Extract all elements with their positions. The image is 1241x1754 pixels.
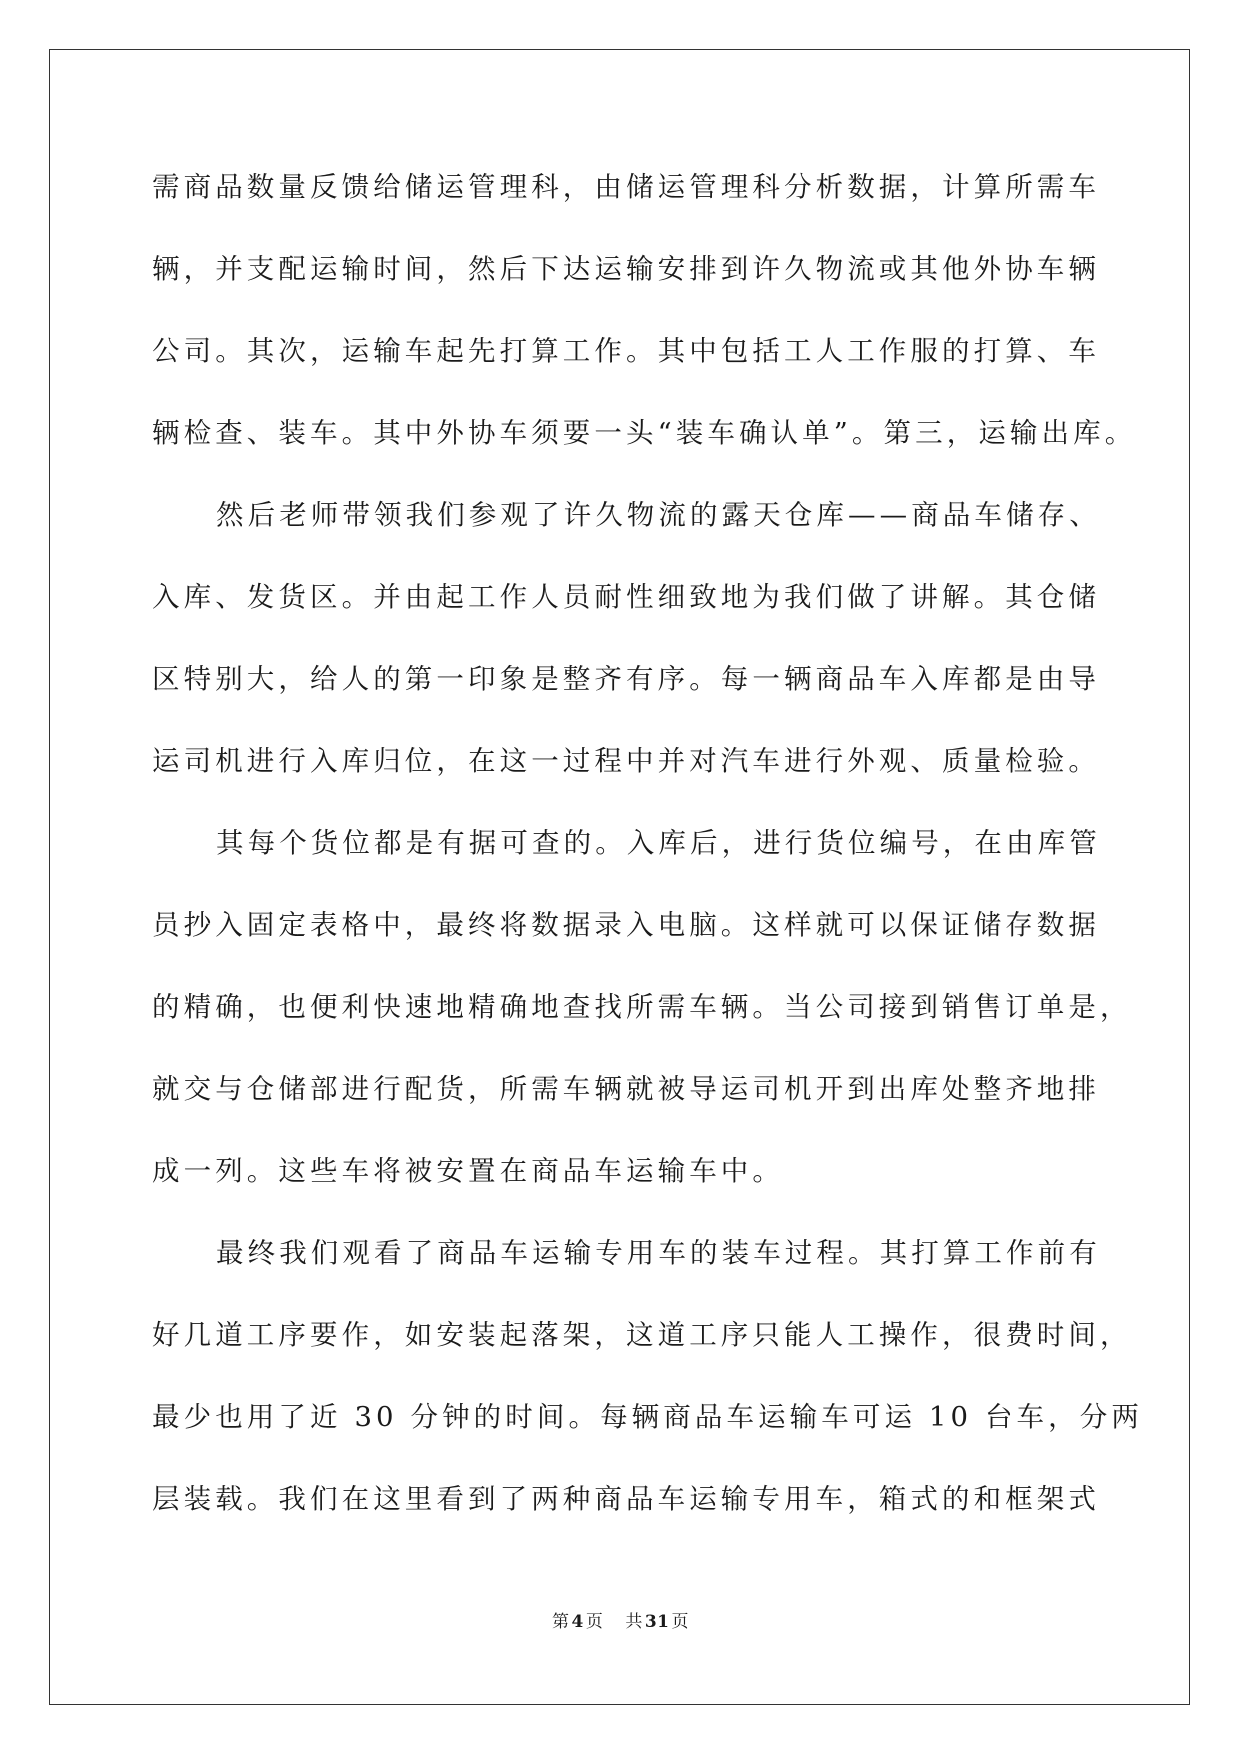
total-pages: 31 [644, 1612, 670, 1632]
text-line: 最终我们观看了商品车运输专用车的装车过程。其打算工作前有 [216, 1237, 1101, 1269]
text-line: 然后老师带领我们参观了许久物流的露天仓库——商品车储存、 [216, 499, 1101, 531]
text-line: 区特别大，给人的第一印象是整齐有序。每一辆商品车入库都是由导 [152, 663, 1100, 695]
page-prefix: 第 [551, 1612, 570, 1632]
text-line: 层装载。我们在这里看到了两种商品车运输专用车，箱式的和框架式 [152, 1483, 1100, 1515]
text-line: 辆，并支配运输时间，然后下达运输安排到许久物流或其他外协车辆 [152, 253, 1100, 285]
text-line: 公司。其次，运输车起先打算工作。其中包括工人工作服的打算、车 [152, 335, 1100, 367]
text-line: 员抄入固定表格中，最终将数据录入电脑。这样就可以保证储存数据 [152, 909, 1100, 941]
total-prefix: 共 [625, 1612, 643, 1632]
text-line: 的精确，也便利快速地精确地查找所需车辆。当公司接到销售订单是， [152, 991, 1132, 1023]
text-line: 其每个货位都是有据可查的。入库后，进行货位编号，在由库管 [216, 827, 1101, 859]
text-line: 运司机进行入库归位，在这一过程中并对汽车进行外观、质量检验。 [152, 745, 1100, 777]
page-number: 4 [571, 1612, 584, 1632]
text-line: 就交与仓储部进行配货，所需车辆就被导运司机开到出库处整齐地排 [152, 1073, 1100, 1105]
text-line: 辆检查、装车。其中外协车须要一头“装车确认单”。第三，运输出库。 [152, 417, 1137, 449]
text-line: 好几道工序要作，如安装起落架，这道工序只能人工操作，很费时间， [152, 1319, 1132, 1351]
page-suffix: 页 [585, 1612, 604, 1632]
text-line: 需商品数量反馈给储运管理科，由储运管理科分析数据，计算所需车 [152, 171, 1100, 203]
text-line: 成一列。这些车将被安置在商品车运输车中。 [152, 1155, 784, 1187]
document-body [152, 160, 1143, 1554]
total-suffix: 页 [671, 1612, 689, 1632]
text-line: 最少也用了近 30 分钟的时间。每辆商品车运输车可运 10 台车，分两 [152, 1401, 1143, 1433]
page-footer [0, 1607, 1241, 1632]
text-line: 入库、发货区。并由起工作人员耐性细致地为我们做了讲解。其仓储 [152, 581, 1100, 613]
